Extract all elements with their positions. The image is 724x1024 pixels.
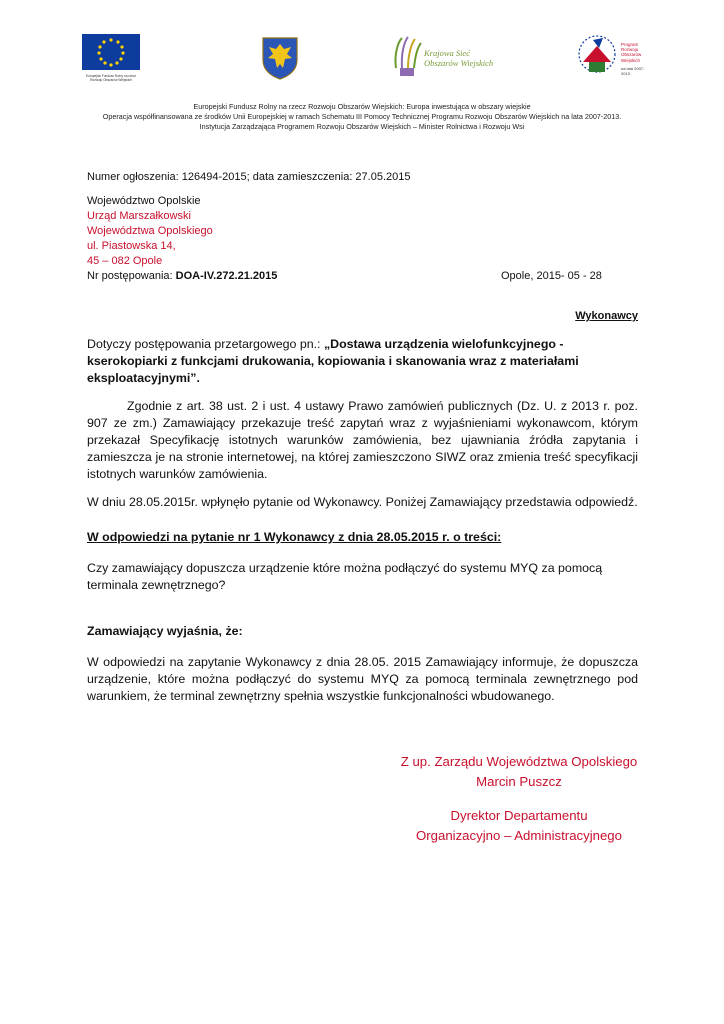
signature-department: Organizacyjno – Administracyjnego: [416, 828, 622, 843]
subject-prefix: Dotyczy postępowania przetargowego pn.:: [87, 337, 324, 351]
sender-office-cont: Województwa Opolskiego: [87, 225, 213, 237]
question-heading: W odpowiedzi na pytanie nr 1 Wykonawcy z dnia 28.05.2015 r. o treści:: [87, 530, 502, 544]
subject: [87, 336, 638, 387]
sender-office: Urząd Marszałkowski: [87, 210, 191, 222]
ksow-network-logo: [386, 34, 506, 78]
sender-city: 45 – 082 Opole: [87, 255, 163, 267]
eu-flag-caption: Europejski Fundusz Rolny na rzecz Rozwoju Obszarów Wiejskich: [86, 74, 136, 82]
sender-street: ul. Piastowska 14,: [87, 240, 176, 252]
prow-program-logo: [573, 32, 649, 78]
place-date: Opole, 2015- 05 - 28: [501, 270, 602, 282]
case-number: DOA-IV.272.21.2015: [175, 270, 278, 282]
prow-years: na lata 2007-2013: [621, 66, 645, 76]
announcement-number: Numer ogłoszenia: 126494-2015; data zamieszczenia: 27.05.2015: [87, 171, 411, 183]
ksow-name: Krajowa Sieć Obszarów Wiejskich: [424, 48, 494, 68]
paragraph-legal-basis: Zgodnie z art. 38 ust. 2 i ust. 4 ustawy Prawo zamówień publicznych (Dz. U. z 2013 r. poz. 907 ze zm.) Zamawiający przekazuje treść zapytań wraz z wyjaśnieniami wykonawcom, którym przekazał Specyfikację istotnych warunków zamówienia, bez ujawniania źródła zapytania i zamieszcza je na stronie internetowej, na której zamieszczono SIWZ oraz zmienia treść specyfikacji istotnych warunków zamówienia.: [87, 399, 638, 481]
prow-name: Program Rozwoju Obszarów Wiejskich: [621, 42, 642, 63]
signature-title: Dyrektor Departamentu: [450, 808, 588, 823]
header-line-3: Instytucja Zarządzająca Programem Rozwoju Obszarów Wiejskich – Minister Rolnictwa i Rozwoju Wsi: [199, 122, 525, 131]
eu-flag-logo: [82, 34, 140, 82]
question-text: Czy zamawiający dopuszcza urządzenie które można podłączyć do systemu MYQ za pomocą terminala zewnętrznego?: [87, 561, 603, 592]
subject-title: „Dostawa urządzenia wielofunkcyjnego - kserokopiarki z funkcjami drukowania, kopiowania i skanowania wraz z materiałami eksploatacyjnymi”.: [87, 337, 579, 385]
sender-voivodeship: Województwo Opolskie: [87, 195, 201, 207]
answer-heading: Zamawiający wyjaśnia, że:: [87, 624, 243, 638]
case-number-label: Nr postępowania:: [87, 270, 176, 282]
paragraph-question-received: W dniu 28.05.2015r. wpłynęło pytanie od Wykonawcy. Poniżej Zamawiający przedstawia odpowiedź.: [87, 495, 638, 509]
header-line-2: Operacja współfinansowana ze środków Unii Europejskiej w ramach Schematu III Pomocy Technicznej Programu Rozwoju Obszarów Wiejskich na lata 2007-2013.: [102, 112, 622, 121]
addressee: Wykonawcy: [575, 310, 638, 322]
header-line-1: Europejski Fundusz Rolny na rzecz Rozwoju Obszarów Wiejskich: Europa inwestująca w obszary wiejskie: [193, 102, 531, 111]
signature-authority: Z up. Zarządu Województwa Opolskiego: [400, 754, 638, 769]
opolskie-coat-of-arms-logo: [261, 36, 299, 80]
signature-name: Marcin Puszcz: [476, 774, 562, 789]
answer-text: W odpowiedzi na zapytanie Wykonawcy z dnia 28.05. 2015 Zamawiający informuje, że dopuszcza urządzenie, które można podłączyć do systemu MYQ za pomocą terminala zewnętrznego pod warunkiem, że terminal zewnętrzny spełnia wszystkie funkcjonalności wbudowanego.: [87, 655, 638, 703]
